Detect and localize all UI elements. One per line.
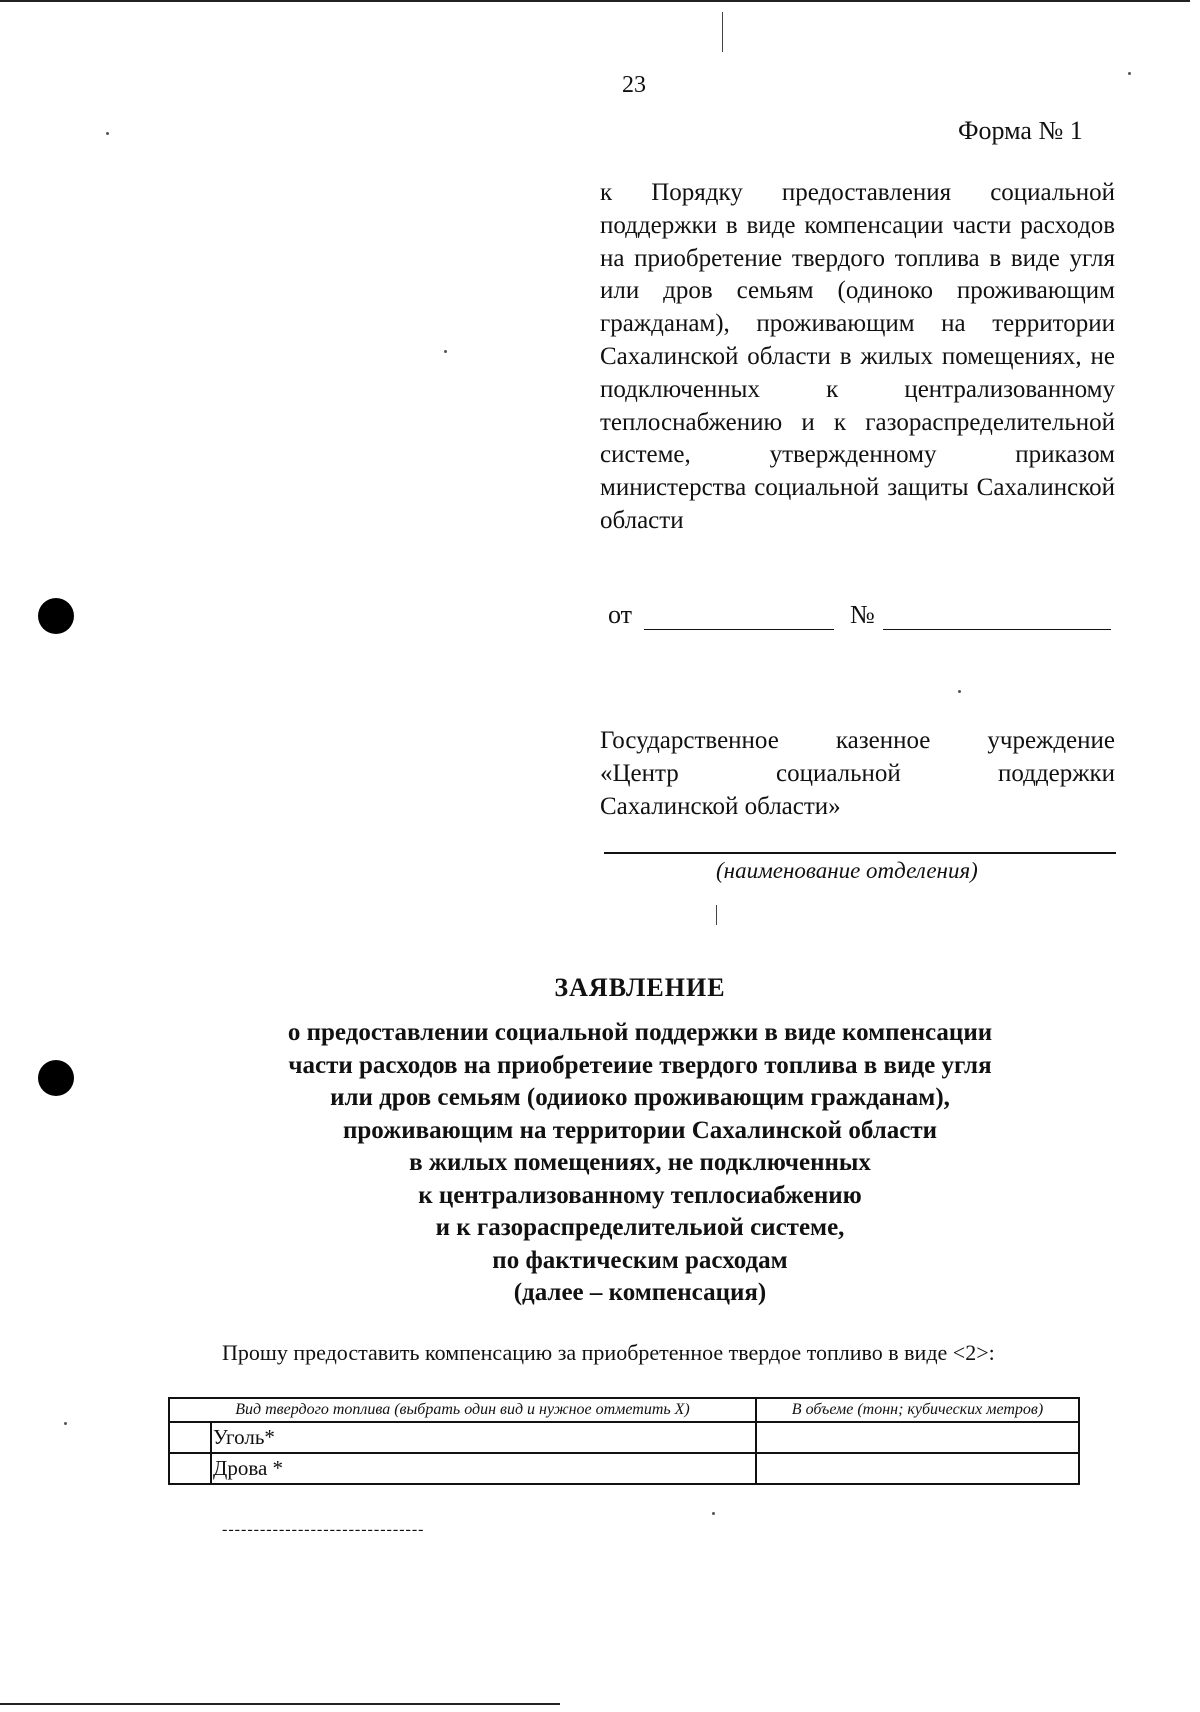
coal-mark-cell[interactable] bbox=[169, 1422, 211, 1453]
punch-hole-bottom bbox=[38, 1060, 74, 1096]
scan-artifact-line bbox=[716, 905, 717, 925]
subtitle-line: и к газораспределительиой системе, bbox=[435, 1214, 845, 1241]
coal-label-cell: Уголь* bbox=[211, 1422, 756, 1453]
scan-artifact-line bbox=[722, 12, 723, 52]
date-number-row bbox=[608, 600, 1111, 630]
fuel-type-table bbox=[168, 1397, 1080, 1485]
subtitle-line: о предоставлении социальной поддержки в виде компенсации bbox=[287, 1019, 993, 1046]
firewood-mark-cell[interactable] bbox=[169, 1453, 211, 1484]
form-number-label: Форма № 1 bbox=[958, 116, 1083, 145]
footnote-separator: -------------------------------- bbox=[222, 1521, 425, 1538]
branch-name-fill-line[interactable] bbox=[604, 852, 1116, 854]
subtitle-line: по фактическим расходам bbox=[492, 1246, 788, 1274]
header-fuel-kind: Вид твердого топлива (выбрать один вид и нужное отметить Х) bbox=[169, 1398, 756, 1422]
firewood-volume-cell[interactable] bbox=[756, 1453, 1079, 1484]
recipient-line-2: «Центр социальной поддержки bbox=[600, 759, 1115, 787]
coal-volume-cell[interactable] bbox=[756, 1422, 1079, 1453]
annex-reference-text: к Порядку предоставления социальной поддержки в виде компенсации части расходов на приобретение твердого топлива в виде угля или дров семьям (одиноко проживающим гражданам), проживающим на территории Сахалинской области в жилых помещениях, не подключенных к централизованному теплоснабжению и к газораспределительной системе, утвержденному приказом министерства социальной защиты Сахалинской области bbox=[600, 179, 1115, 534]
scan-bottom-border bbox=[0, 1703, 560, 1705]
subtitle-line: в жилых помещениях, не подключенных bbox=[409, 1149, 871, 1176]
recipient-block bbox=[600, 725, 1115, 823]
scan-speck bbox=[106, 132, 109, 135]
number-label: № bbox=[850, 600, 875, 629]
page-number: 23 bbox=[622, 72, 646, 98]
date-fill-line[interactable] bbox=[644, 603, 834, 630]
date-from-label: от bbox=[608, 600, 633, 629]
subtitle-line: или дров семьям (одииоко проживающим гражданам), bbox=[330, 1084, 950, 1111]
document-subtitle bbox=[200, 1017, 1080, 1310]
table-row bbox=[169, 1422, 1079, 1453]
table-row bbox=[169, 1453, 1079, 1484]
subtitle-line: части расходов на приобретеиие твердого топлива в виде угля bbox=[288, 1051, 992, 1079]
scan-speck bbox=[712, 1512, 715, 1515]
document-title: ЗАЯВЛЕНИЕ bbox=[554, 973, 726, 1002]
firewood-label-cell: Дрова * bbox=[211, 1453, 756, 1484]
subtitle-line: (далее – компенсация) bbox=[513, 1279, 767, 1306]
recipient-line-1: Государственное казенное учреждение bbox=[600, 727, 1115, 754]
scan-speck bbox=[444, 350, 447, 353]
scan-top-border bbox=[0, 0, 1190, 2]
subtitle-line: проживающим на территории Сахалинской области bbox=[342, 1116, 938, 1144]
branch-name-caption: (наименование отделения) bbox=[716, 858, 978, 883]
recipient-line-3: Сахалинской области» bbox=[600, 792, 841, 820]
table-header-row bbox=[169, 1398, 1079, 1422]
number-fill-line[interactable] bbox=[883, 603, 1111, 630]
scan-speck bbox=[1128, 72, 1131, 75]
scan-speck bbox=[958, 690, 961, 693]
request-text: Прошу предоставить компенсацию за приобретенное твердое топливо в виде <2>: bbox=[222, 1340, 995, 1365]
header-volume: В объеме (тонн; кубических метров) bbox=[756, 1398, 1079, 1422]
punch-hole-top bbox=[38, 598, 74, 634]
scan-speck bbox=[64, 1422, 67, 1425]
subtitle-line: к централизованному теплосиабжению bbox=[418, 1181, 862, 1209]
